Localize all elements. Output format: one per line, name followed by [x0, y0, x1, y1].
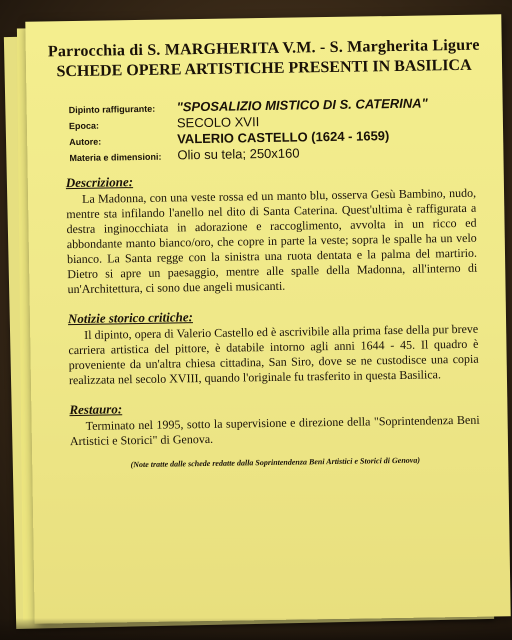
information-sheet	[25, 14, 510, 623]
notizie-text: Il dipinto, opera di Valerio Castello ed è ascrivibile alla prima fase della pur breve carriera artistica del pittore, è databile intorno agli anni 1644 - 45. Il quadro è proveniente da un'altra chiesa cittadina, San Siro, dove se ne custodisce una copia realizzata nel secolo XVIII, quando l'originale fu trasferito in questa Basilica.	[68, 321, 479, 388]
frame-edge	[0, 618, 512, 640]
section-notizie	[68, 305, 479, 388]
materia-label: Materia e dimensioni:	[69, 151, 162, 164]
autore-label: Autore:	[69, 136, 102, 148]
section-restauro	[69, 396, 480, 449]
sheet-subtitle: SCHEDE OPERE ARTISTICHE PRESENTI IN BASILICA	[56, 56, 472, 81]
epoca-label: Epoca:	[68, 120, 100, 132]
restauro-text: Terminato nel 1995, sotto la supervisione e direzione della "Soprintendenza Beni Artistici e Storici" di Genova.	[69, 412, 480, 449]
section-descrizione	[66, 169, 478, 297]
descrizione-heading: Descrizione:	[65, 174, 134, 191]
notizie-heading: Notizie storico critiche:	[67, 309, 194, 327]
parish-title: Parrocchia di S. MARGHERITA V.M. - S. Margherita Ligure	[47, 36, 480, 61]
autore-value: VALERIO CASTELLO (1624 - 1659)	[177, 128, 390, 147]
dipinto-value: "SPOSALIZIO MISTICO DI S. CATERINA"	[176, 95, 428, 115]
sheet-header	[25, 14, 502, 81]
source-note: (Note tratte dalle schede redatte dalla Soprintendenza Beni Artistici e Storici di Genova)	[130, 455, 421, 470]
descrizione-text: La Madonna, con una veste rossa ed un manto blu, osserva Gesù Bambino, nudo, mentre sta infilando l'anello nel dito di Santa Caterina. Quest'ultima è raffigurata a destra inginocchiata in adorazione e raccoglimento, avvolta in un ricco ed abbondante manto bianco/oro, che copre in parte la veste; sopra le spalle ha un velo bianco. La Santa regge con la sinistra una ruota dentata e la palma del martirio. Dietro si apre un paesaggio, mentre alle spalle della Madonna, all'interno di un'Architettura, ci sono due angeli musicanti.	[66, 185, 478, 297]
materia-value: Olio su tela; 250x160	[177, 145, 300, 163]
dipinto-label: Dipinto raffigurante:	[68, 103, 156, 116]
artwork-metadata	[69, 94, 504, 165]
restauro-heading: Restauro:	[69, 401, 123, 418]
epoca-value: SECOLO XVII	[176, 114, 260, 131]
